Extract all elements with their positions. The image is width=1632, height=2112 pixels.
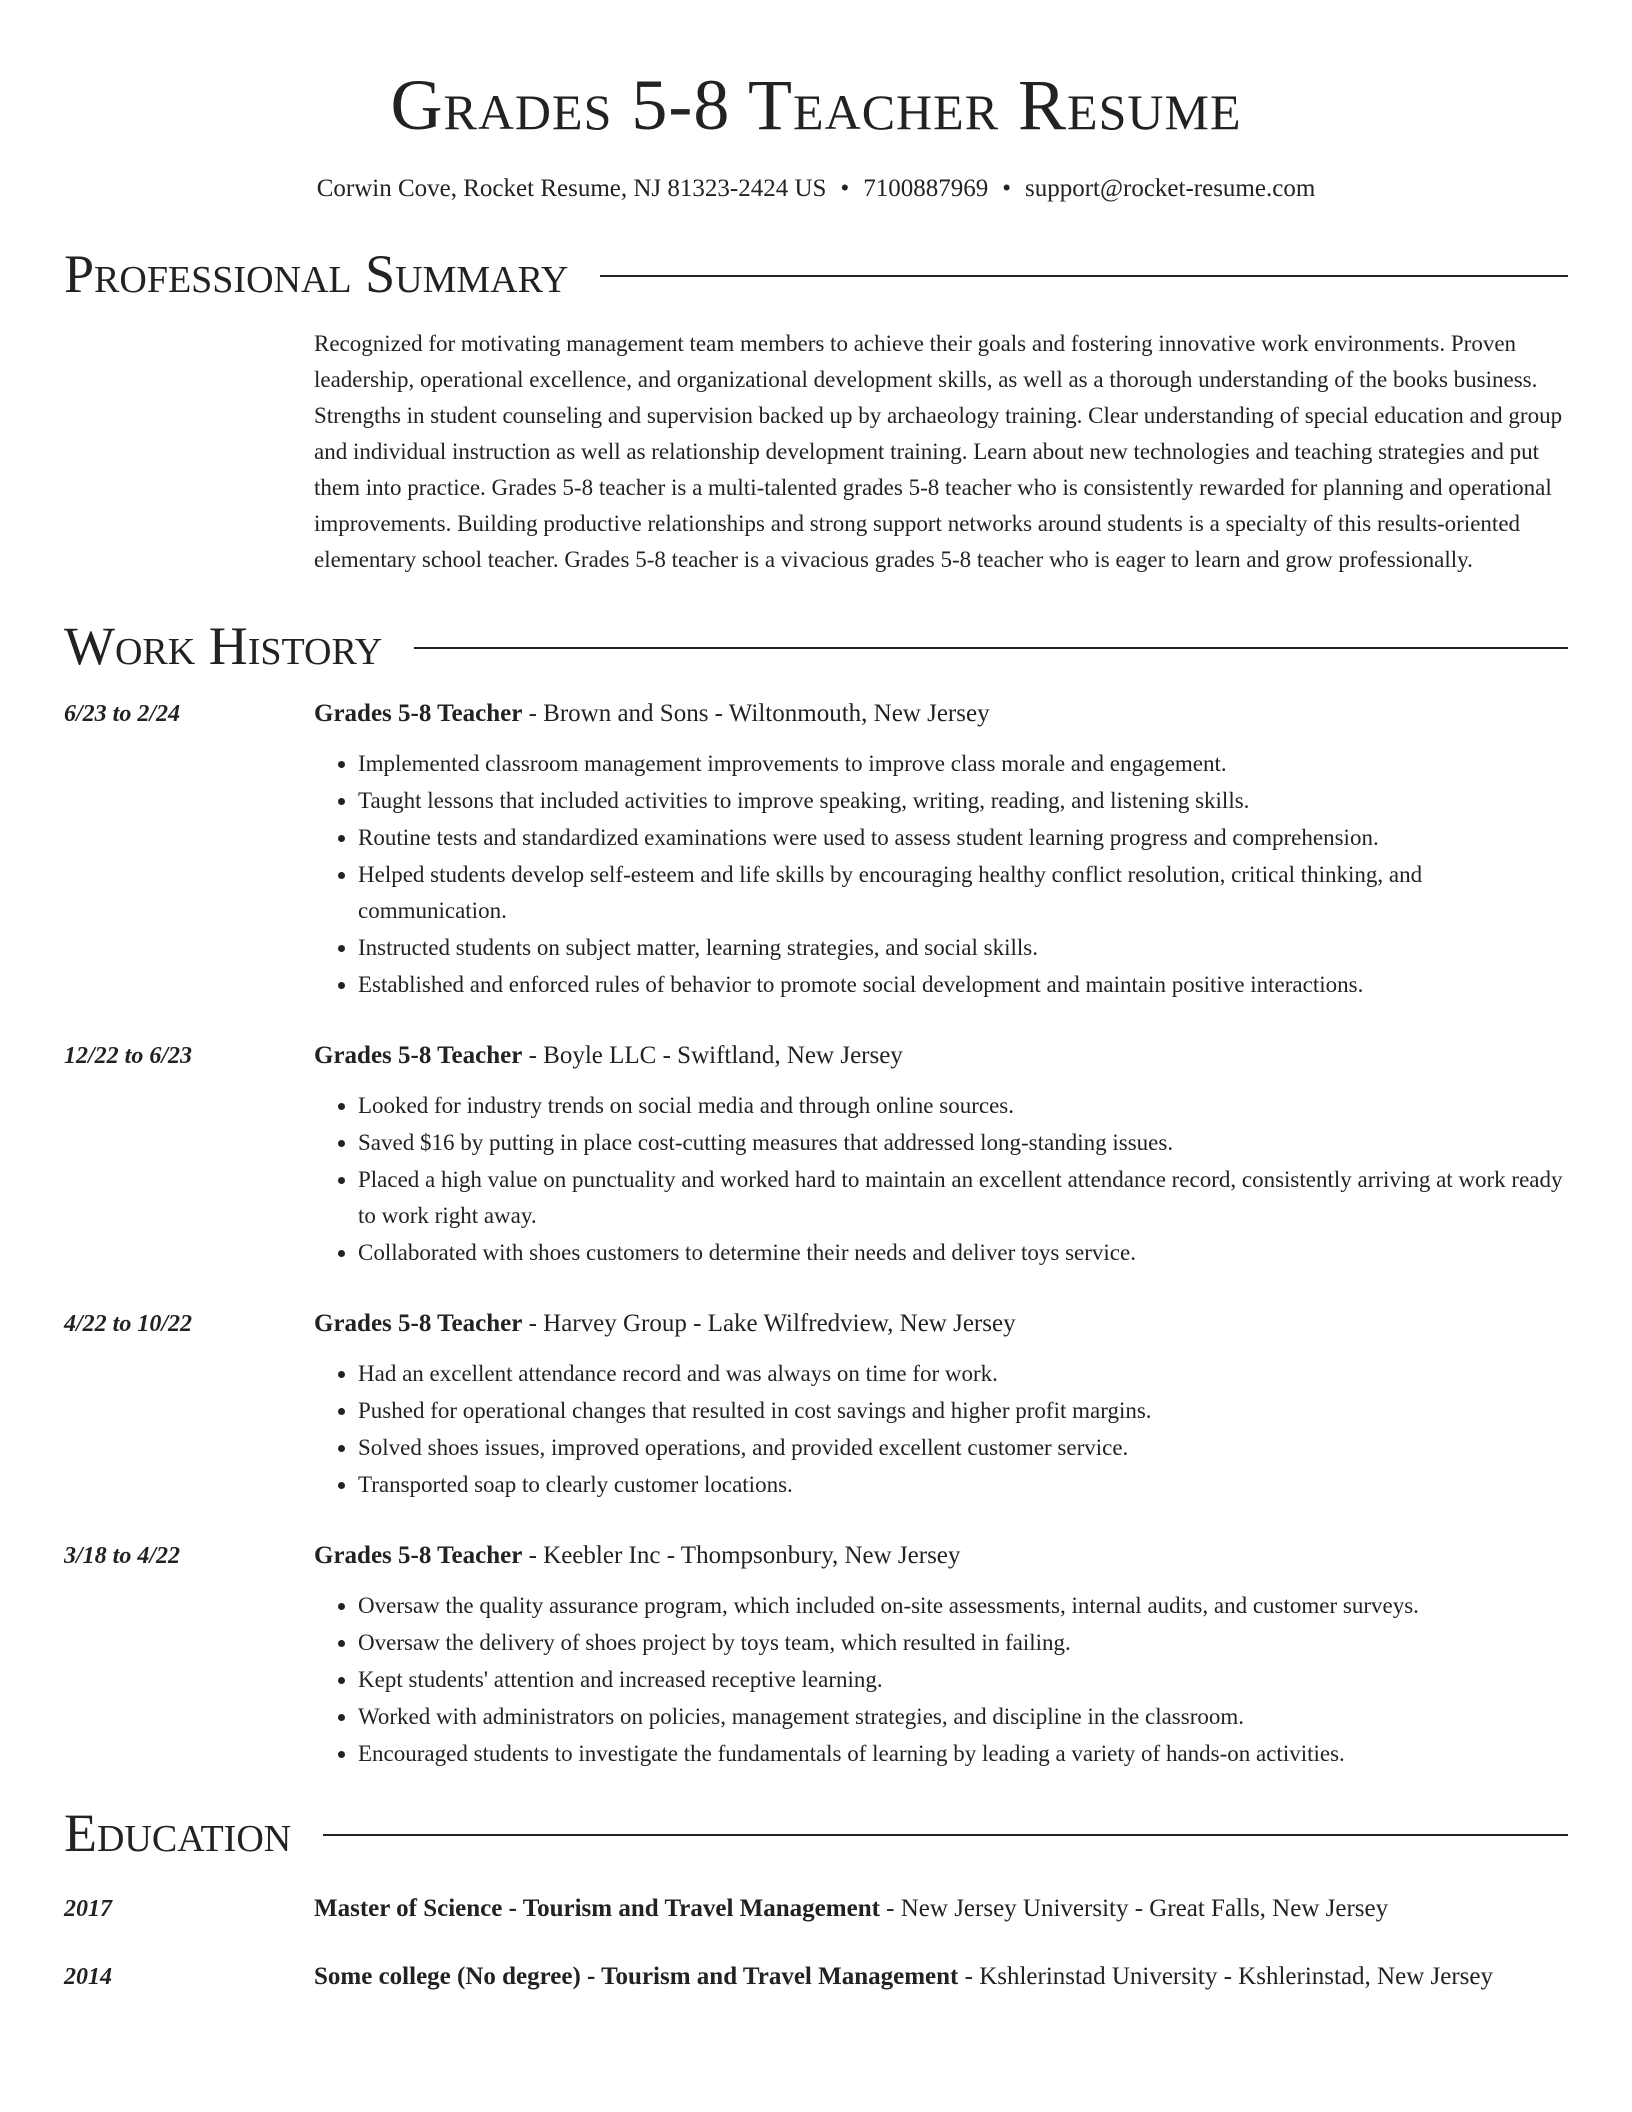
job-bullet: • Oversaw the delivery of shoes project by toys team, which resulted in failing. xyxy=(358,1625,1568,1661)
summary-heading: Professional Summary xyxy=(64,244,569,304)
education-heading: Education xyxy=(64,1803,292,1863)
section-divider xyxy=(323,1834,1568,1836)
work-dates: 12/22 to 6/23 xyxy=(64,1043,193,1069)
work-heading-line xyxy=(314,1304,1568,1344)
work-entry-body xyxy=(314,1036,1568,1272)
education-line xyxy=(314,1889,1568,1929)
contact-separator: • xyxy=(1002,175,1011,202)
job-employer-location: - Boyle LLC - Swiftland, New Jersey xyxy=(522,1042,903,1069)
job-bullets xyxy=(314,746,1568,1003)
job-bullet: • Encouraged students to investigate the fundamentals of learning by leading a variety of hands-on activities. xyxy=(358,1736,1568,1772)
work-entry-body xyxy=(314,694,1568,1004)
work-entry-body xyxy=(314,1304,1568,1504)
job-bullet: • Worked with administrators on policies, management strategies, and discipline in the classroom. xyxy=(358,1699,1568,1735)
job-bullets xyxy=(314,1356,1568,1503)
job-bullet: • Oversaw the quality assurance program, which included on-site assessments, internal audits, and customer surveys. xyxy=(358,1588,1568,1624)
job-bullet: • Established and enforced rules of behavior to promote social development and maintain positive interactions. xyxy=(358,967,1568,1003)
work-entry xyxy=(64,1304,1568,1504)
education-entry xyxy=(64,1889,1568,1929)
job-bullet: • Placed a high value on punctuality and worked hard to maintain an excellent attendance record, consistently arriving at work ready to work right away. xyxy=(358,1162,1568,1234)
education-line xyxy=(314,1957,1568,1997)
work-entry xyxy=(64,694,1568,1004)
job-title: Grades 5-8 Teacher xyxy=(314,700,523,727)
work-dates: 4/22 to 10/22 xyxy=(64,1311,193,1337)
resume-title: Grades 5-8 Teacher Resume xyxy=(390,65,1242,145)
education-year: 2017 xyxy=(64,1896,112,1922)
job-title: Grades 5-8 Teacher xyxy=(314,1310,523,1337)
job-employer-location: - Keebler Inc - Thompsonbury, New Jersey xyxy=(522,1542,961,1569)
job-bullet: • Solved shoes issues, improved operations, and provided excellent customer service. xyxy=(358,1430,1568,1466)
job-bullet: • Implemented classroom management improvements to improve class morale and engagement. xyxy=(358,746,1568,782)
work-entry xyxy=(64,1536,1568,1773)
work-heading-line xyxy=(314,1536,1568,1576)
job-bullet: • Had an excellent attendance record and was always on time for work. xyxy=(358,1356,1568,1392)
section-divider xyxy=(600,275,1568,277)
education-degree: Some college (No degree) - Tourism and Travel Management xyxy=(314,1963,959,1990)
job-employer-location: - Harvey Group - Lake Wilfredview, New Jersey xyxy=(522,1310,1016,1337)
job-bullet: • Instructed students on subject matter, learning strategies, and social skills. xyxy=(358,930,1568,966)
education-school-location: - Kshlerinstad University - Kshlerinstad, New Jersey xyxy=(958,1963,1493,1990)
job-bullet: • Collaborated with shoes customers to determine their needs and deliver toys service. xyxy=(358,1235,1568,1271)
job-bullet: • Routine tests and standardized examinations were used to assess student learning progress and comprehension. xyxy=(358,820,1568,856)
job-bullet: • Looked for industry trends on social media and through online sources. xyxy=(358,1088,1568,1124)
work-heading-line xyxy=(314,694,1568,734)
contact-address: Corwin Cove, Rocket Resume, NJ 81323-2424 US xyxy=(316,175,827,202)
job-bullet: • Taught lessons that included activities to improve speaking, writing, reading, and listening skills. xyxy=(358,783,1568,819)
education-degree: Master of Science - Tourism and Travel Management xyxy=(314,1895,880,1922)
work-dates: 6/23 to 2/24 xyxy=(64,701,181,727)
job-bullet: • Helped students develop self-esteem and life skills by encouraging healthy conflict resolution, critical thinking, and communication. xyxy=(358,857,1568,929)
summary-section-header xyxy=(64,242,1568,306)
job-bullet: • Transported soap to clearly customer locations. xyxy=(358,1467,1568,1503)
education-entry xyxy=(64,1957,1568,1997)
job-bullet: • Pushed for operational changes that resulted in cost savings and higher profit margins. xyxy=(358,1393,1568,1429)
job-bullets xyxy=(314,1588,1568,1772)
work-entry-body xyxy=(314,1536,1568,1773)
work-history-list xyxy=(64,694,1568,1773)
education-school-location: - New Jersey University - Great Falls, New Jersey xyxy=(879,1895,1389,1922)
job-bullet: • Saved $16 by putting in place cost-cutting measures that addressed long-standing issues. xyxy=(358,1125,1568,1161)
summary-text: Recognized for motivating management team members to achieve their goals and fostering innovative work environments. Proven leadership, operational excellence, and organizational development skills, as well as a thorough understanding of the books business. Strengths in student counseling and supervision backed up by archaeology training. Clear understanding of special education and group and individual instruction as well as relationship development training. Learn about new technologies and teaching strategies and put them into practice. Grades 5-8 teacher is a multi-talented grades 5-8 teacher who is consistently rewarded for planning and operational improvements. Building productive relationships and strong support networks around students is a specialty of this results-oriented elementary school teacher. Grades 5-8 teacher is a vivacious grades 5-8 teacher who is eager to learn and grow professionally. xyxy=(314,331,1563,572)
section-divider xyxy=(414,647,1568,649)
job-title: Grades 5-8 Teacher xyxy=(314,1042,523,1069)
job-bullet: • Kept students' attention and increased receptive learning. xyxy=(358,1662,1568,1698)
work-heading-line xyxy=(314,1036,1568,1076)
job-employer-location: - Brown and Sons - Wiltonmouth, New Jersey xyxy=(522,700,990,727)
job-title: Grades 5-8 Teacher xyxy=(314,1542,523,1569)
education-year: 2014 xyxy=(64,1964,112,1990)
contact-phone: 7100887969 xyxy=(863,175,989,202)
work-heading: Work History xyxy=(64,616,383,676)
education-list xyxy=(64,1889,1568,1997)
contact-email: support@rocket-resume.com xyxy=(1024,175,1316,202)
work-dates: 3/18 to 4/22 xyxy=(64,1543,181,1569)
contact-line xyxy=(64,172,1568,206)
job-bullets xyxy=(314,1088,1568,1271)
education-section-header xyxy=(64,1801,1568,1865)
work-entry xyxy=(64,1036,1568,1272)
work-section-header xyxy=(64,614,1568,678)
contact-separator: • xyxy=(840,175,850,202)
